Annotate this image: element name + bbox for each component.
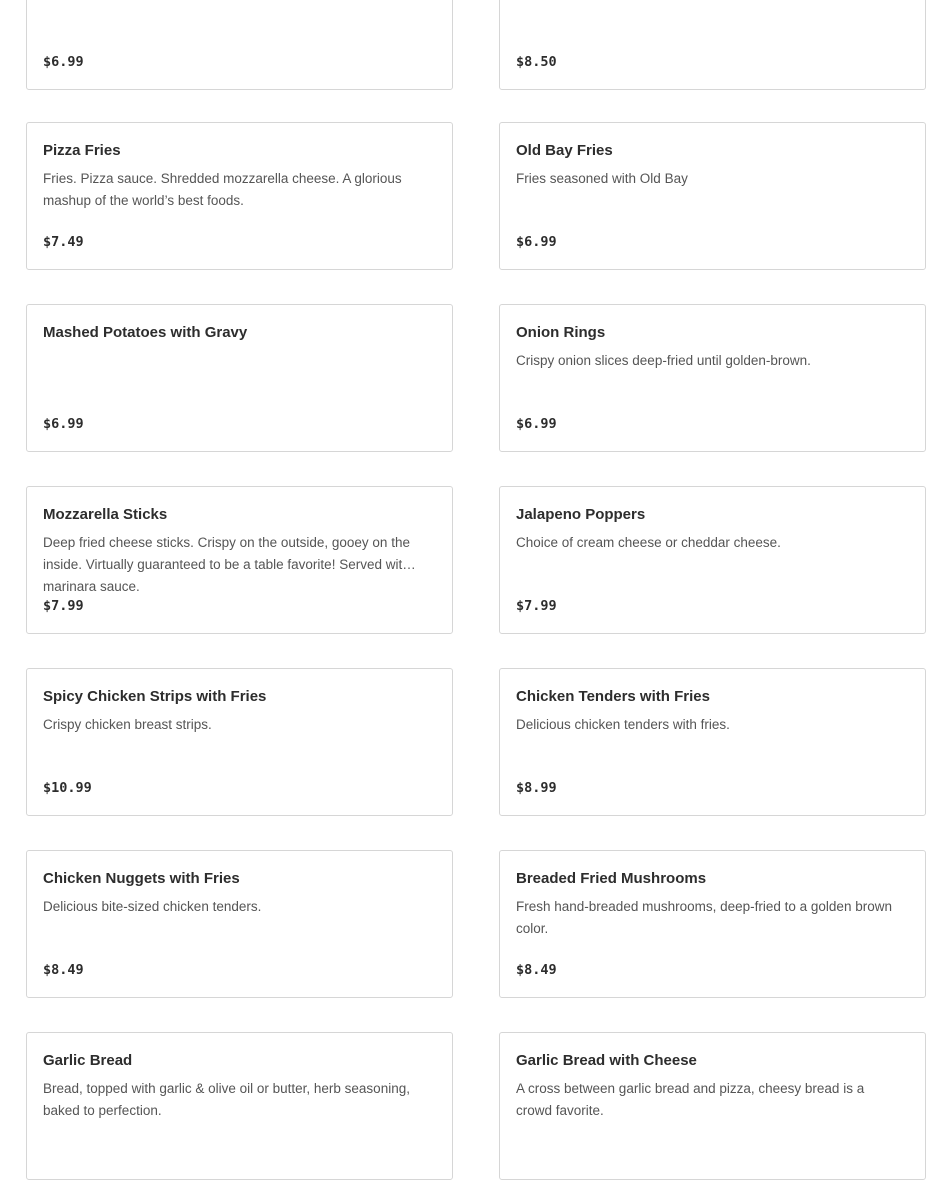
menu-item-description: Crispy chicken breast strips. (43, 717, 212, 732)
menu-item-name: Mashed Potatoes with Gravy (43, 324, 248, 341)
menu-item-card[interactable] (499, 850, 926, 998)
menu-item-price: $7.99 (43, 598, 84, 614)
menu-item-description: A cross between garlic bread and pizza, cheesy bread is a crowd favorite. (516, 1081, 865, 1118)
menu-item-card[interactable] (26, 850, 453, 998)
menu-item-price: $8.49 (43, 962, 84, 978)
menu-item-card[interactable] (26, 0, 453, 90)
menu-item-card[interactable] (26, 668, 453, 816)
menu-item-description: Fries seasoned with Old Bay (516, 171, 688, 186)
menu-item-price: $8.49 (516, 962, 557, 978)
menu-item-name: Jalapeno Poppers (516, 506, 646, 523)
menu-item-name: Chicken Tenders with Fries (516, 688, 710, 705)
menu-item-price: $6.99 (43, 416, 84, 432)
menu-item-description: Fries. Pizza sauce. Shredded mozzarella cheese. A glorious mashup of the world’s best foods. (43, 171, 402, 208)
menu-item-name: Breaded Fried Mushrooms (516, 870, 707, 887)
menu-item-description: Delicious bite-sized chicken tenders. (43, 899, 262, 914)
menu-item-name: Old Bay Fries (516, 142, 613, 159)
menu-item-name: Garlic Bread (43, 1052, 133, 1069)
menu-item-name: Pizza Fries (43, 142, 121, 159)
menu-item-price: $8.99 (516, 780, 557, 796)
menu-item-card[interactable] (26, 122, 453, 270)
menu-item-card[interactable] (26, 304, 453, 452)
menu-item-card[interactable] (499, 1032, 926, 1180)
menu-item-price: $6.99 (516, 234, 557, 250)
menu-item-description: Delicious chicken tenders with fries. (516, 717, 730, 732)
menu-item-card[interactable] (499, 668, 926, 816)
menu-item-description: Bread, topped with garlic & olive oil or butter, herb seasoning, baked to perfection. (43, 1081, 410, 1118)
menu-item-name: Onion Rings (516, 324, 606, 341)
menu-item-price: $6.99 (43, 54, 84, 70)
menu-item-name: Chicken Nuggets with Fries (43, 870, 240, 887)
menu-item-card[interactable] (26, 486, 453, 634)
menu-item-card[interactable] (26, 1032, 453, 1180)
menu-item-price: $7.99 (516, 598, 557, 614)
menu-item-name: Spicy Chicken Strips with Fries (43, 688, 267, 705)
menu-item-description: Crispy onion slices deep-fried until golden-brown. (516, 353, 811, 368)
menu-item-card[interactable] (499, 122, 926, 270)
menu-item-description: Fresh hand-breaded mushrooms, deep-fried to a golden brown color. (516, 899, 892, 936)
menu-item-name: Garlic Bread with Cheese (516, 1052, 697, 1069)
menu-item-price: $7.49 (43, 234, 84, 250)
menu-item-price: $8.50 (516, 54, 557, 70)
menu-item-description: Deep fried cheese sticks. Crispy on the outside, gooey on the inside. Virtually guaranteed to be a table favorite! Served with marinara sauce. (43, 535, 410, 594)
menu-item-description: Choice of cream cheese or cheddar cheese. (516, 535, 781, 550)
menu-item-name: Mozzarella Sticks (43, 506, 168, 523)
menu-item-card[interactable] (499, 304, 926, 452)
menu-item-price: $6.99 (516, 416, 557, 432)
menu-item-card[interactable] (499, 486, 926, 634)
menu-item-price: $10.99 (43, 780, 92, 796)
menu-item-card[interactable] (499, 0, 926, 90)
